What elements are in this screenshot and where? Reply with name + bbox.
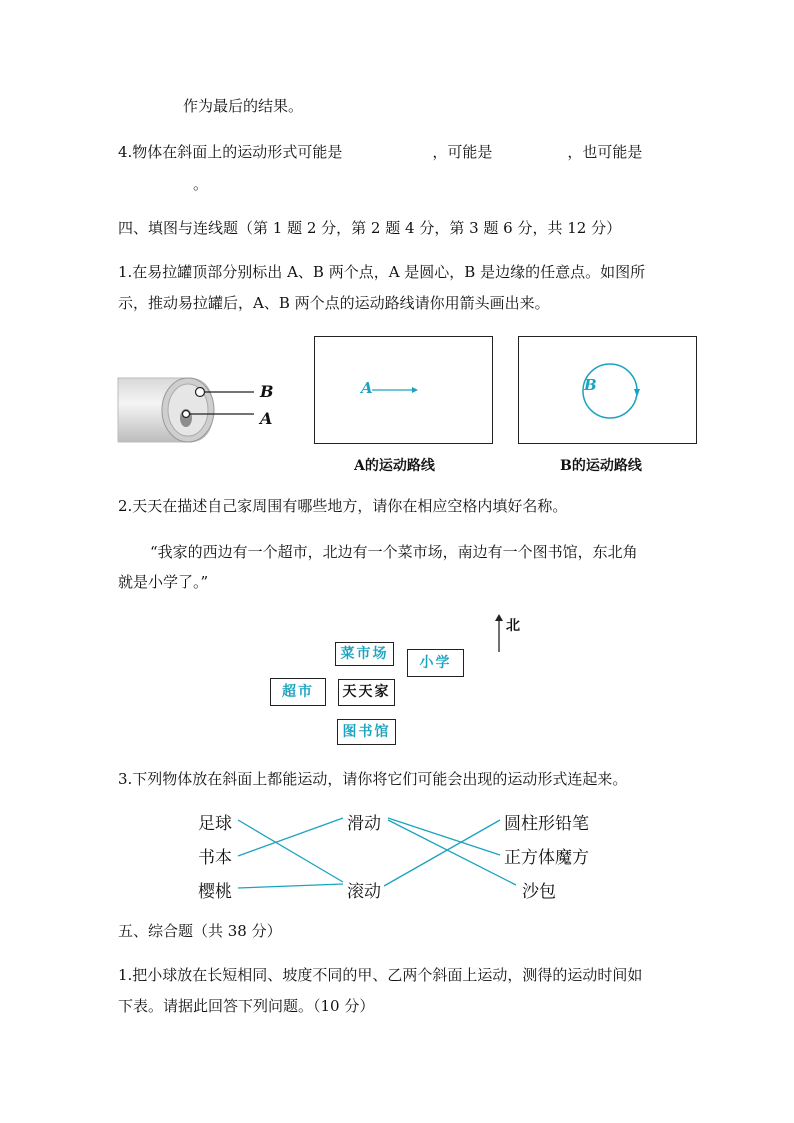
map-cell-south: 图书馆 bbox=[337, 719, 396, 745]
object-cherry: 樱桃 bbox=[198, 882, 232, 902]
caption-path-a: A的运动路线 bbox=[354, 458, 435, 474]
map-cell-northeast: 小学 bbox=[407, 649, 464, 677]
map-cell-center: 天天家 bbox=[338, 679, 395, 706]
map-cell-west: 超市 bbox=[270, 678, 326, 706]
map-cell-north: 菜市场 bbox=[335, 642, 394, 666]
line-football-rolling bbox=[238, 820, 343, 882]
section-4-title: 四、填图与连线题（第 1 题 2 分，第 2 题 4 分，第 3 题 6 分，共 12 分） bbox=[118, 219, 622, 237]
motion-rolling: 滚动 bbox=[347, 882, 381, 902]
shape-cube: 正方体魔方 bbox=[504, 848, 589, 868]
box-b-point-label: B bbox=[584, 376, 597, 394]
section-5-title: 五、综合题（共 38 分） bbox=[118, 922, 282, 940]
quote-line-2: 就是小学了。” bbox=[118, 573, 209, 591]
question-1-line-2: 示，推动易拉罐后，A、B 两个点的运动路线请你用箭头画出来。 bbox=[118, 294, 550, 312]
quote-line-1: “我家的西边有一个超市，北边有一个菜市场，南边有一个图书馆，东北角 bbox=[150, 543, 638, 561]
question-4-line-1: 4.物体在斜面上的运动形式可能是 ，可能是 ，也可能是 bbox=[118, 143, 643, 161]
box-a-point-label: A bbox=[361, 379, 373, 397]
section-5-question-1-line-2: 下表。请据此回答下列问题。（10 分） bbox=[118, 997, 375, 1015]
line-sliding-sandbag bbox=[388, 820, 516, 885]
motion-sliding: 滑动 bbox=[347, 814, 381, 834]
question-2-line: 2.天天在描述自己家周围有哪些地方，请你在相应空格内填好名称。 bbox=[118, 497, 568, 515]
line-cherry-rolling bbox=[238, 884, 343, 888]
line-rolling-pencil bbox=[384, 820, 500, 886]
shape-sandbag: 沙包 bbox=[522, 882, 556, 902]
object-football: 足球 bbox=[198, 814, 232, 834]
north-label: 北 bbox=[506, 618, 520, 634]
previous-answer-end: 作为最后的结果。 bbox=[183, 97, 304, 115]
section-5-question-1-line-1: 1.把小球放在长短相同、坡度不同的甲、乙两个斜面上运动，测得的运动时间如 bbox=[118, 966, 643, 984]
question-4-line-2: 。 bbox=[118, 175, 209, 193]
caption-path-b: B的运动路线 bbox=[560, 458, 642, 474]
question-3-line: 3.下列物体放在斜面上都能运动，请你将它们可能会出现的运动形式连起来。 bbox=[118, 770, 628, 788]
line-sliding-cube bbox=[388, 818, 500, 855]
object-book: 书本 bbox=[198, 848, 232, 868]
shape-cylinder-pencil: 圆柱形铅笔 bbox=[504, 814, 589, 834]
point-b-label: B bbox=[260, 382, 274, 401]
point-a-label: A bbox=[260, 409, 273, 428]
question-1-line-1: 1.在易拉罐顶部分别标出 A、B 两个点，A 是圆心，B 是边缘的任意点。如图所 bbox=[118, 263, 646, 281]
